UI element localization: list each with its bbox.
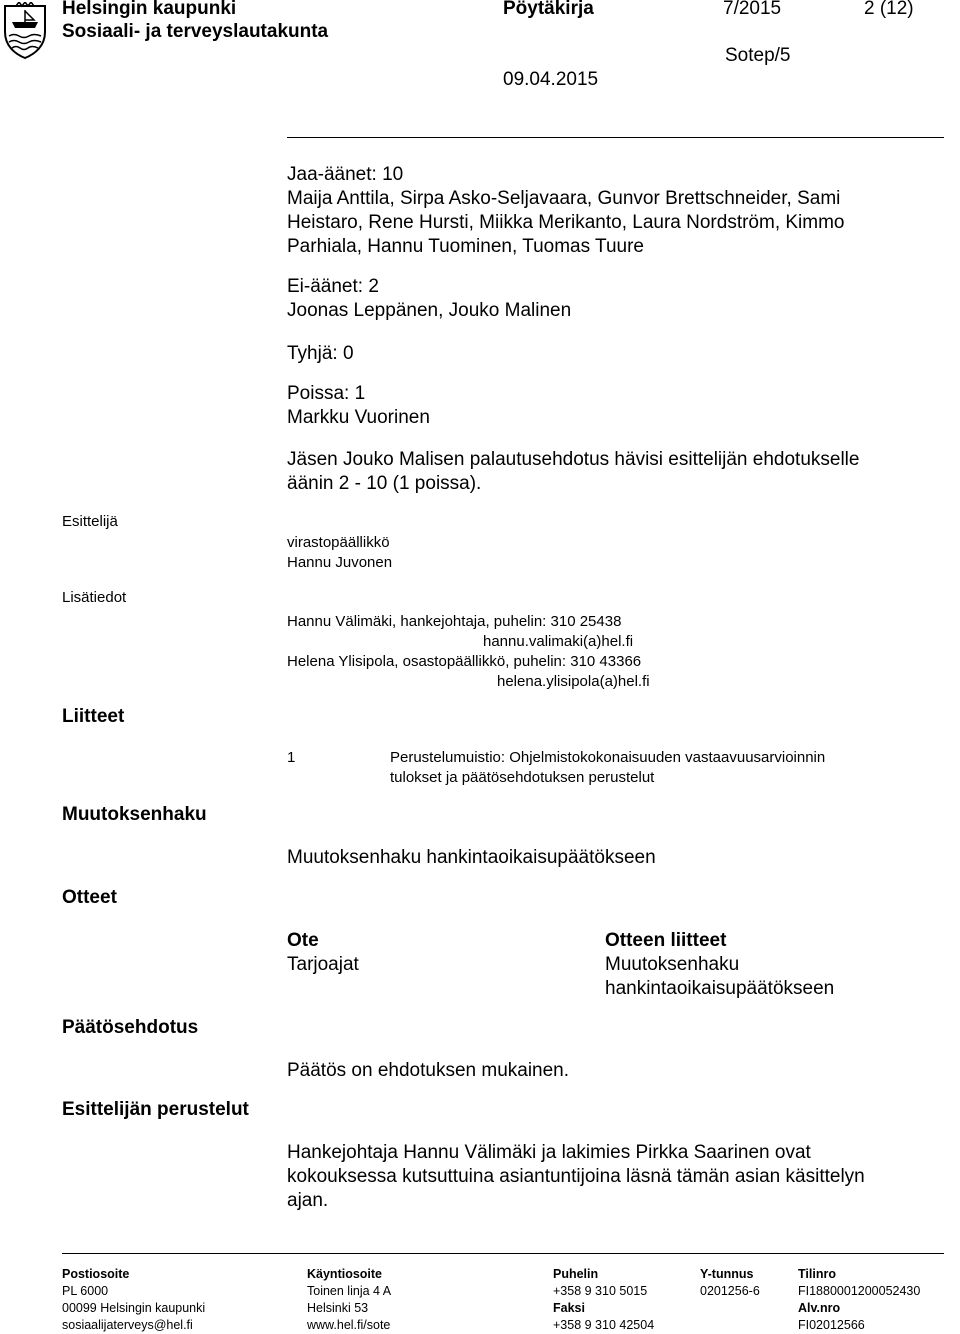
section-id: Sotep/5 — [725, 45, 791, 66]
rationale-heading: Esittelijän perustelut — [62, 1099, 249, 1120]
vote-result-line: Jäsen Jouko Malisen palautusehdotus hävisi esittelijän ehdotukselle — [287, 449, 860, 470]
footer-visit-title: Käyntiosoite — [307, 1267, 383, 1281]
extract-column-header: Ote — [287, 930, 319, 951]
footer-visit-line: Toinen linja 4 A — [307, 1284, 392, 1298]
extract-attachments-header: Otteen liitteet — [605, 930, 727, 951]
footer-ytunnus-value: 0201256-6 — [700, 1284, 760, 1298]
footer-postal-line: 00099 Helsingin kaupunki — [62, 1301, 206, 1315]
footer-email[interactable]: sosiaalijaterveys@hel.fi — [62, 1318, 193, 1332]
extract-attachment-item: hankintaoikaisupäätökseen — [605, 978, 835, 999]
yes-votes-line: Maija Anttila, Sirpa Asko-Seljavaara, Gunvor Brettschneider, Sami — [287, 188, 841, 209]
header-divider — [287, 137, 944, 138]
footer-vat-title: Alv.nro — [798, 1301, 841, 1315]
no-votes-title: Ei-äänet: 2 — [287, 276, 379, 297]
yes-votes-line: Heistaro, Rene Hursti, Miikka Merikanto, Laura Nordström, Kimmo — [287, 212, 845, 233]
document-number: 7/2015 — [723, 0, 782, 19]
attachments-heading: Liitteet — [62, 706, 125, 727]
yes-votes-line: Parhiala, Hannu Tuominen, Tuomas Tuure — [287, 236, 644, 257]
city-crest-logo — [2, 2, 48, 60]
footer-divider — [62, 1253, 944, 1254]
org-name: Helsingin kaupunki — [62, 0, 237, 19]
proposal-heading: Päätösehdotus — [62, 1017, 199, 1038]
footer-website[interactable]: www.hel.fi/sote — [307, 1318, 391, 1332]
presenter-label: Esittelijä — [62, 513, 118, 530]
yes-votes-title: Jaa-äänet: 10 — [287, 164, 404, 185]
footer-fax-value: +358 9 310 42504 — [553, 1318, 655, 1332]
page-number: 2 (12) — [864, 0, 914, 19]
more-info-label: Lisätiedot — [62, 589, 127, 606]
footer-ytunnus-title: Y-tunnus — [700, 1267, 754, 1281]
footer-postal-line: PL 6000 — [62, 1284, 109, 1298]
proposal-text: Päätös on ehdotuksen mukainen. — [287, 1060, 570, 1081]
extract-recipient: Tarjoajat — [287, 954, 359, 975]
meeting-date: 09.04.2015 — [503, 69, 599, 90]
committee-name: Sosiaali- ja terveyslautakunta — [62, 21, 329, 42]
contact-line: Hannu Välimäki, hankejohtaja, puhelin: 310 25438 — [287, 613, 622, 630]
footer-phone-value: +358 9 310 5015 — [553, 1284, 648, 1298]
appeal-heading: Muutoksenhaku — [62, 804, 207, 825]
attachment-title[interactable]: Perustelumuistio: Ohjelmistokokonaisuuden vastaavuusarvioinnin — [390, 749, 826, 766]
attachment-title[interactable]: tulokset ja päätösehdotuksen perustelut — [390, 769, 655, 786]
footer-postal-title: Postiosoite — [62, 1267, 130, 1281]
vote-result-line: äänin 2 - 10 (1 poissa). — [287, 473, 482, 494]
presenter-title: virastopäällikkö — [287, 534, 390, 551]
footer-account-title: Tilinro — [798, 1267, 836, 1281]
absent-names: Markku Vuorinen — [287, 407, 430, 428]
footer-phone-title: Puhelin — [553, 1267, 599, 1281]
footer-fax-title: Faksi — [553, 1301, 585, 1315]
contact-email[interactable]: helena.ylisipola(a)hel.fi — [497, 673, 650, 690]
attachment-number: 1 — [287, 749, 296, 766]
absent-title: Poissa: 1 — [287, 383, 366, 404]
blank-votes: Tyhjä: 0 — [287, 343, 354, 364]
extracts-heading: Otteet — [62, 887, 117, 908]
rationale-line: kokouksessa kutsuttuina asiantuntijoina läsnä tämän asian käsittelyn — [287, 1166, 865, 1187]
document-type: Pöytäkirja — [503, 0, 594, 19]
appeal-text: Muutoksenhaku hankintaoikaisupäätökseen — [287, 847, 656, 868]
rationale-line: ajan. — [287, 1190, 329, 1211]
footer-account-value: FI1880001200052430 — [798, 1284, 921, 1298]
footer-vat-value: FI02012566 — [798, 1318, 865, 1332]
presenter-name: Hannu Juvonen — [287, 554, 393, 571]
contact-email[interactable]: hannu.valimaki(a)hel.fi — [483, 633, 634, 650]
extract-attachment-item: Muutoksenhaku — [605, 954, 740, 975]
no-votes-names: Joonas Leppänen, Jouko Malinen — [287, 300, 572, 321]
footer-visit-line: Helsinki 53 — [307, 1301, 369, 1315]
rationale-line: Hankejohtaja Hannu Välimäki ja lakimies Pirkka Saarinen ovat — [287, 1142, 811, 1163]
contact-line: Helena Ylisipola, osastopäällikkö, puhelin: 310 43366 — [287, 653, 642, 670]
